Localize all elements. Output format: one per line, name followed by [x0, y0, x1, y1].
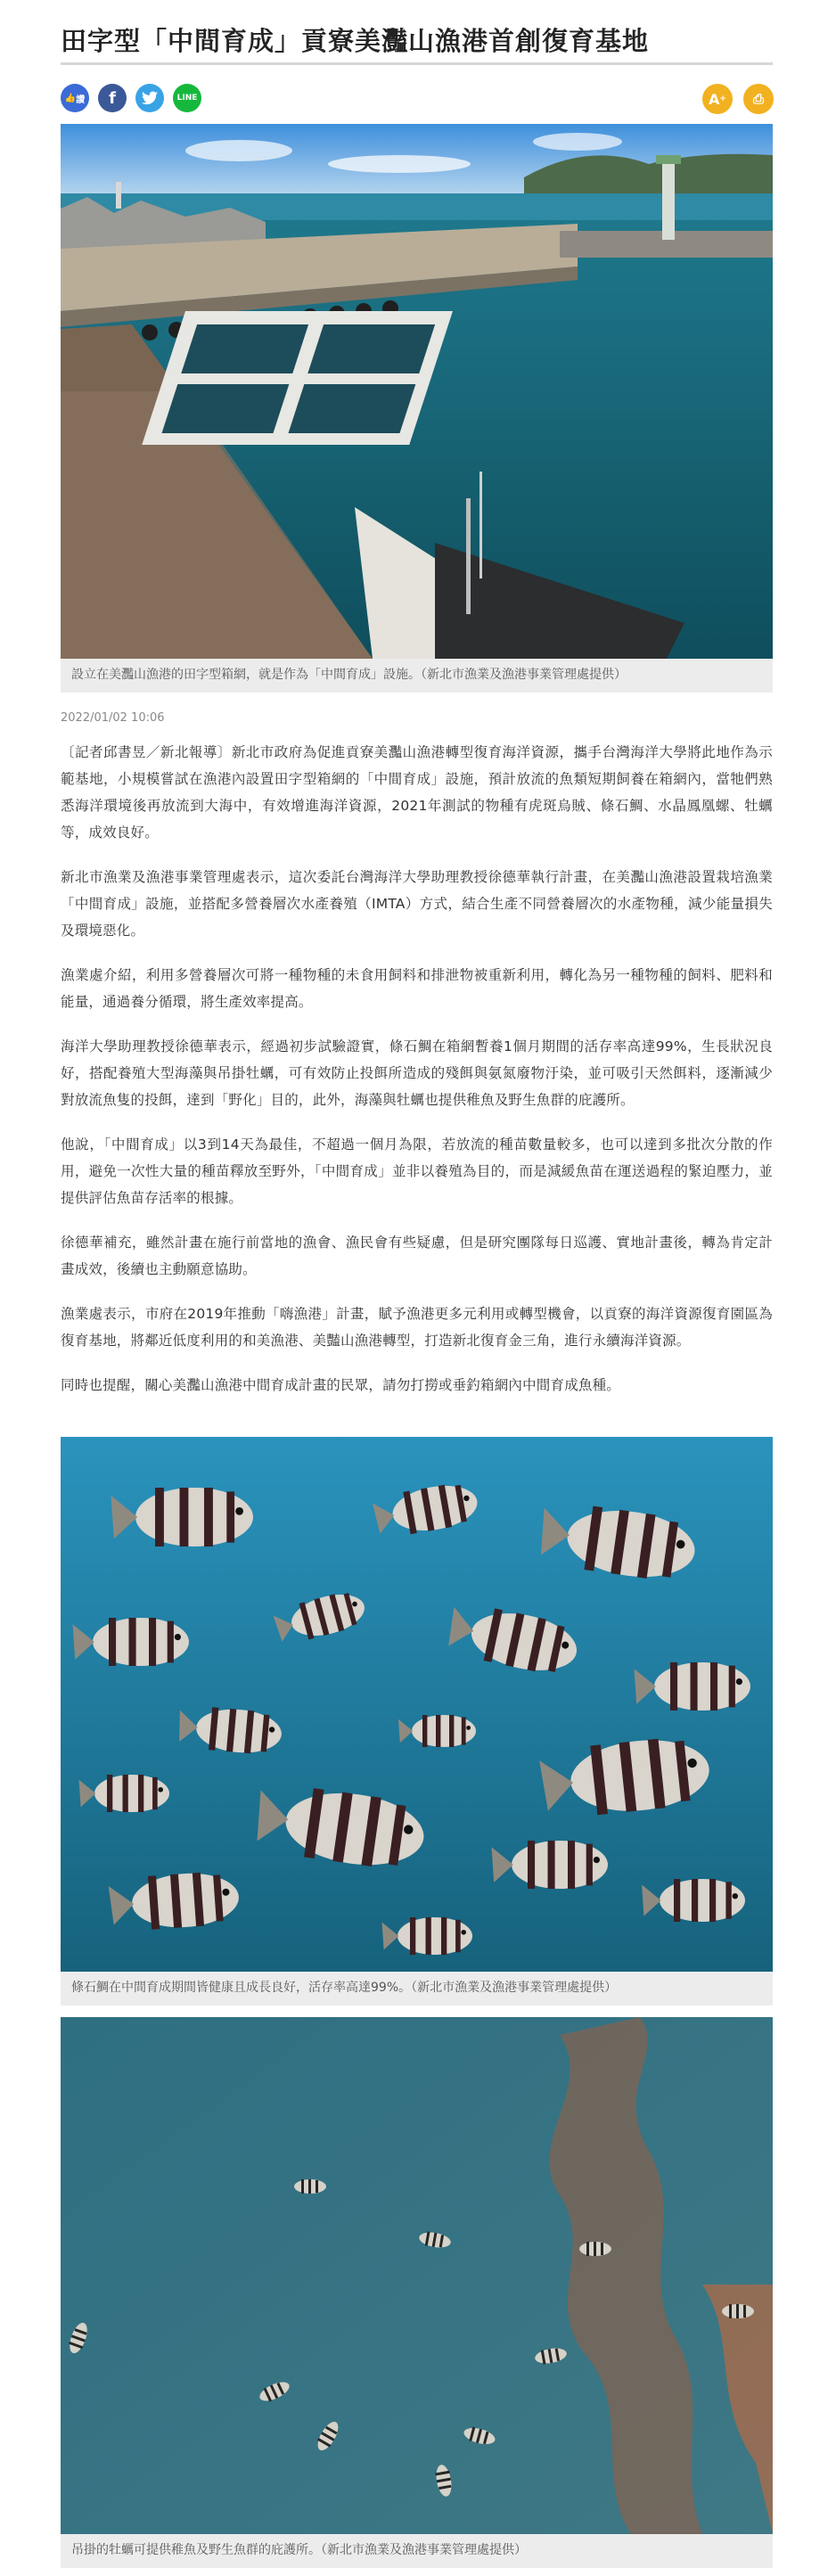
share-bar [61, 84, 201, 112]
article-body [61, 739, 773, 1416]
publish-timestamp: 2022/01/02 10:06 [61, 711, 165, 725]
like-button[interactable] [61, 84, 89, 112]
title-divider [61, 62, 773, 65]
reading-tools [702, 84, 774, 114]
figure-caption: 吊掛的牡蠣可提供稚魚及野生魚群的庇護所。（新北市漁業及漁港事業管理處提供） [61, 2534, 773, 2568]
hanging-oysters-image [61, 2017, 773, 2534]
article-paragraph: 他說，「中間育成」以3到14天為最佳，不超過一個月為限，若放流的種苗數量較多，也可以達到多批次分散的作用，避免一次性大量的種苗釋放至野外，「中間育成」並非以養殖為目的，而是減緩魚苗在運送過程的緊迫壓力，並提供評估魚苗存活率的根據。 [61, 1136, 773, 1206]
facebook-share-button[interactable] [98, 84, 127, 112]
striped-fish-school-image [61, 1437, 773, 1972]
like-label: 讚 [76, 94, 86, 105]
article-paragraph: 同時也提醒，關心美灩山漁港中間育成計畫的民眾，請勿打撈或垂釣箱網內中間育成魚種。 [61, 1377, 621, 1393]
article-paragraph: 海洋大學助理教授徐德華表示，經過初步試驗證實，條石鯛在箱網暫養1個月期間的活存率高達99%，生長狀況良好，搭配養殖大型海藻與吊掛牡蠣，可有效防止投餌所造成的殘餌與氨氮廢物汙染，並可吸引天然餌料，逐漸減少對放流魚隻的投餌，達到「野化」目的，此外，海藻與牡蠣也提供稚魚及野生魚群的庇護所。 [61, 1038, 773, 1108]
article-paragraph: 徐德華補充，雖然計畫在施行前當地的漁會、漁民會有些疑慮，但是研究團隊每日巡護、實地計畫後，轉為肯定計畫成效，後續也主動願意協助。 [61, 1235, 773, 1277]
font-size-button[interactable]: A + [702, 84, 733, 114]
page-title: 田字型「中間育成」貢寮美灩山漁港首創復育基地 [61, 26, 650, 56]
printer-icon: ⎙ [752, 91, 764, 107]
figure-harbor [61, 124, 773, 693]
article-paragraph: 漁業處表示，市府在2019年推動「嗨漁港」計畫，賦予漁港更多元利用或轉型機會，以貢寮的海洋資源復育園區為復育基地，將鄰近低度利用的和美漁港、美豔山漁港轉型，打造新北復育金三角，進行永續海洋資源。 [61, 1306, 773, 1349]
print-button[interactable] [743, 84, 774, 114]
harbor-net-cage-image [61, 124, 773, 659]
figure-caption: 設立在美灩山漁港的田字型箱網，就是作為「中間育成」設施。（新北市漁業及漁港事業管理處提供） [61, 659, 773, 693]
twitter-share-button[interactable] [135, 84, 164, 112]
article-paragraph: 新北市漁業及漁港事業管理處表示，這次委託台灣海洋大學助理教授徐德華執行計畫，在美灩山漁港設置栽培漁業「中間育成」設施，並搭配多營養層次水產養殖（IMTA）方式，結合生產不同營養層次的水產物種，減少能量損失及環境惡化。 [61, 869, 773, 939]
line-label: LINE [176, 94, 198, 103]
figure-fish [61, 1437, 773, 2006]
facebook-icon: f [109, 88, 116, 108]
thumbs-up-icon: 👍 [64, 93, 77, 103]
article-paragraph: 〔記者邱書昱／新北報導〕新北市政府為促進貢寮美灩山漁港轉型復育海洋資源，攜手台灣海洋大學將此地作為示範基地，小規模嘗試在漁港內設置田字型箱網的「中間育成」設施，預計放流的魚類短期飼養在箱網內，當牠們熟悉海洋環境後再放流到大海中，有效增進海洋資源，2021年測試的物種有虎斑烏賊、條石鯛、水晶鳳凰螺、牡蠣等，成效良好。 [61, 744, 773, 841]
oyster-photo[interactable] [61, 2017, 773, 2534]
harbor-photo[interactable] [61, 124, 773, 659]
font-size-icon: A [709, 90, 720, 108]
figure-oysters [61, 2017, 773, 2568]
article-paragraph: 漁業處介紹，利用多營養層次可將一種物種的未食用飼料和排泄物被重新利用，轉化為另一種物種的飼料、肥料和能量，通過養分循環，將生產效率提高。 [61, 967, 773, 1010]
line-share-button[interactable] [173, 84, 201, 112]
fish-photo[interactable] [61, 1437, 773, 1972]
twitter-bird-icon [142, 91, 158, 105]
figure-caption: 條石鯛在中間育成期間皆健康且成長良好，活存率高達99%。（新北市漁業及漁港事業管理處提供） [61, 1972, 773, 2006]
